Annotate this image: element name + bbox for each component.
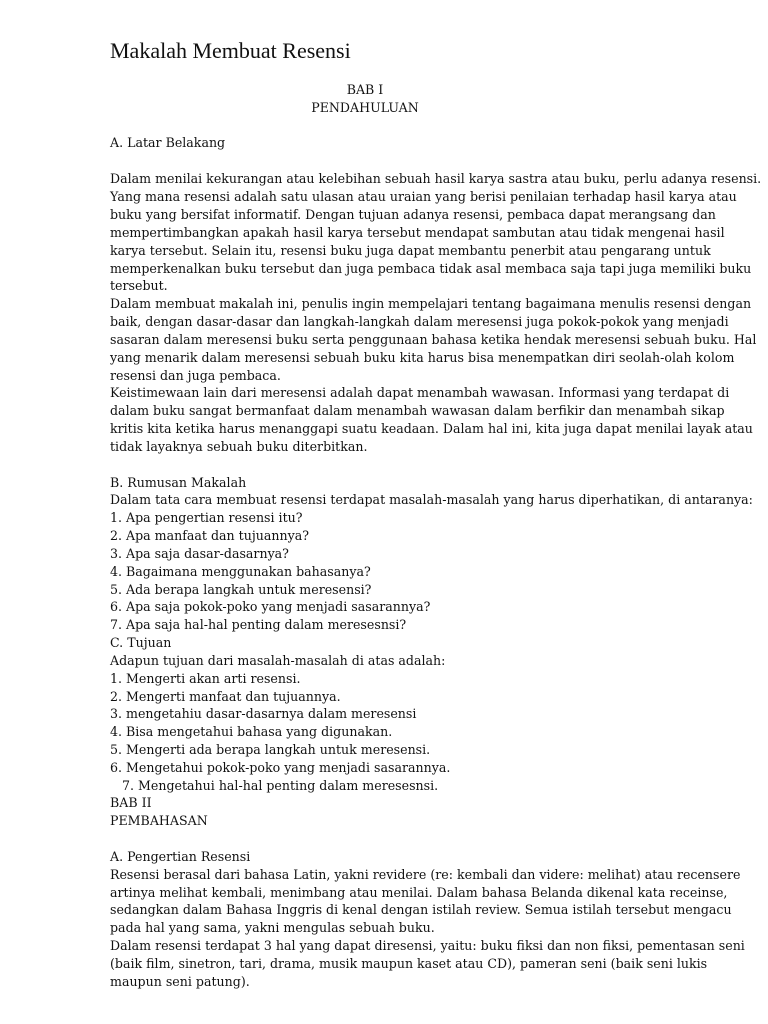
paragraph-line: artinya melihat kembali, menimbang atau menilai. Dalam bahasa Belanda dikenal kata receinse,	[110, 885, 728, 900]
list-item: 3. mengetahiu dasar-dasarnya dalam meresensi	[110, 706, 417, 721]
paragraph-line: dalam buku sangat bermanfaat dalam menambah wawasan dalam berfikir dan menambah sikap	[110, 403, 725, 418]
paragraph-line: resensi dan juga pembaca.	[110, 368, 281, 383]
list-item: 3. Apa saja dasar-dasarnya?	[110, 546, 289, 561]
paragraph-line: tersebut.	[110, 278, 168, 293]
paragraph-line: tidak layaknya sebuah buku diterbitkan.	[110, 439, 368, 454]
paragraph-line: sasaran dalam meresensi buku serta penggunaan bahasa ketika hendak meresensi sebuah buku. Hal	[110, 332, 757, 347]
paragraph-line: pada hal yang sama, yakni mengulas sebuah buku.	[110, 920, 435, 935]
list-item: 5. Mengerti ada berapa langkah untuk meresensi.	[110, 742, 431, 757]
paragraph-line: Dalam tata cara membuat resensi terdapat masalah-masalah yang harus diperhatikan, di antaranya:	[110, 492, 753, 507]
document-title: Makalah Membuat Resensi	[110, 38, 351, 63]
list-item: 7. Apa saja hal-hal penting dalam meresesnsi?	[110, 617, 407, 632]
paragraph-line: karya tersebut. Selain itu, resensi buku juga dapat membantu penerbit atau pengarang untuk	[110, 243, 711, 258]
list-item: 1. Apa pengertian resensi itu?	[110, 510, 303, 525]
paragraph-line: buku yang bersifat informatif. Dengan tujuan adanya resensi, pembaca dapat merangsang dan	[110, 207, 716, 222]
list-item: 2. Apa manfaat dan tujuannya?	[110, 528, 309, 543]
paragraph-line: (baik film, sinetron, tari, drama, musik maupun kaset atau CD), pameran seni (baik seni lukis	[110, 956, 708, 971]
list-item: 6. Apa saja pokok-poko yang menjadi sasarannya?	[110, 599, 431, 614]
paragraph-line: sedangkan dalam Bahasa Inggris di kenal dengan istilah review. Semua istilah tersebut mengacu	[110, 902, 732, 917]
paragraph-line: baik, dengan dasar-dasar dan langkah-langkah dalam meresensi juga pokok-pokok yang menjadi	[110, 314, 729, 329]
section-heading: A. Pengertian Resensi	[110, 849, 251, 864]
paragraph-line: Yang mana resensi adalah satu ulasan atau uraian yang berisi penilaian terhadap hasil karya atau	[110, 189, 737, 204]
list-item: 7. Mengetahui hal-hal penting dalam meresesnsi.	[122, 778, 439, 793]
paragraph-line: Dalam menilai kekurangan atau kelebihan sebuah hasil karya sastra atau buku, perlu adanya resensi.	[110, 171, 762, 186]
paragraph-line: yang menarik dalam meresensi sebuah buku kita harus bisa menempatkan diri seolah-olah kolom	[110, 350, 735, 365]
paragraph-line: maupun seni patung).	[110, 974, 250, 989]
section-heading: A. Latar Belakang	[110, 135, 226, 150]
paragraph-line: Dalam membuat makalah ini, penulis ingin mempelajari tentang bagaimana menulis resensi dengan	[110, 296, 752, 311]
paragraph-line: Dalam resensi terdapat 3 hal yang dapat diresensi, yaitu: buku fiksi dan non fiksi, pementasan seni	[110, 938, 745, 953]
chapter-title: PEMBAHASAN	[110, 813, 208, 828]
paragraph-line: mempertimbangkan apakah hasil karya tersebut mendapat sambutan atau tidak mengenai hasil	[110, 225, 725, 240]
section-heading: B. Rumusan Makalah	[110, 475, 247, 490]
chapter-title: PENDAHULUAN	[311, 100, 419, 115]
paragraph-line: memperkenalkan buku tersebut dan juga pembaca tidak asal membaca saja tapi juga memiliki buku	[110, 261, 752, 276]
list-item: 6. Mengetahui pokok-poko yang menjadi sasarannya.	[110, 760, 451, 775]
paragraph-line: Resensi berasal dari bahasa Latin, yakni revidere (re: kembali dan videre: melihat) atau recensere	[110, 867, 741, 882]
paragraph-line: Keistimewaan lain dari meresensi adalah dapat menambah wawasan. Informasi yang terdapat di	[110, 385, 730, 400]
paragraph-line: Adapun tujuan dari masalah-masalah di atas adalah:	[110, 653, 446, 668]
list-item: 4. Bisa mengetahui bahasa yang digunakan.	[110, 724, 393, 739]
paragraph-line: kritis kita ketika harus menanggapi suatu keadaan. Dalam hal ini, kita juga dapat menilai layak atau	[110, 421, 753, 436]
list-item: 1. Mengerti akan arti resensi.	[110, 671, 301, 686]
list-item: 5. Ada berapa langkah untuk meresensi?	[110, 582, 372, 597]
chapter-label: BAB II	[110, 795, 152, 810]
list-item: 2. Mengerti manfaat dan tujuannya.	[110, 689, 341, 704]
section-heading: C. Tujuan	[110, 635, 172, 650]
list-item: 4. Bagaimana menggunakan bahasanya?	[110, 564, 371, 579]
chapter-label: BAB I	[346, 82, 384, 97]
